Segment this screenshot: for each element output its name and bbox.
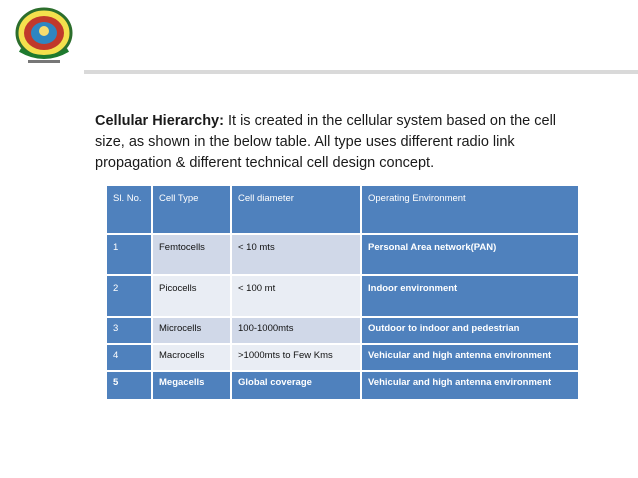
cell-type: Megacells <box>152 371 231 400</box>
table-row <box>106 275 579 317</box>
header-divider <box>84 70 638 74</box>
institute-logo <box>8 6 80 66</box>
cell-type: Femtocells <box>152 234 231 275</box>
cell-environment: Indoor environment <box>361 275 579 317</box>
cell-hierarchy-table <box>105 184 580 401</box>
cell-sl-no: 1 <box>106 234 152 275</box>
cell-sl-no: 2 <box>106 275 152 317</box>
intro-text: It is created in the cellular system based on the cell size, as shown in the below table. All type uses different radio link propagation & different technical cell design concept. <box>95 113 557 171</box>
institute-emblem-icon <box>8 6 80 66</box>
cell-type: Picocells <box>152 275 231 317</box>
cell-sl-no: 4 <box>106 344 152 371</box>
table-header-row <box>106 185 579 234</box>
header-operating-environment: Operating Environment <box>361 185 579 234</box>
cell-environment: Vehicular and high antenna environment <box>361 344 579 371</box>
cell-type: Microcells <box>152 317 231 344</box>
cell-environment: Vehicular and high antenna environment <box>361 371 579 400</box>
cell-diameter: >1000mts to Few Kms <box>231 344 361 371</box>
header-cell-type: Cell Type <box>152 185 231 234</box>
table-row <box>106 371 579 400</box>
cell-sl-no: 5 <box>106 371 152 400</box>
cell-diameter: Global coverage <box>231 371 361 400</box>
cell-environment: Outdoor to indoor and pedestrian <box>361 317 579 344</box>
cell-diameter: < 10 mts <box>231 234 361 275</box>
cell-sl-no: 3 <box>106 317 152 344</box>
header-sl-no: Sl. No. <box>106 185 152 234</box>
header-cell-diameter: Cell diameter <box>231 185 361 234</box>
table-row <box>106 234 579 275</box>
cell-diameter: 100-1000mts <box>231 317 361 344</box>
cell-environment: Personal Area network(PAN) <box>361 234 579 275</box>
table-row <box>106 317 579 344</box>
intro-paragraph <box>95 111 565 174</box>
table-row <box>106 344 579 371</box>
cell-type: Macrocells <box>152 344 231 371</box>
intro-heading: Cellular Hierarchy: <box>95 113 224 129</box>
cell-diameter: < 100 mt <box>231 275 361 317</box>
